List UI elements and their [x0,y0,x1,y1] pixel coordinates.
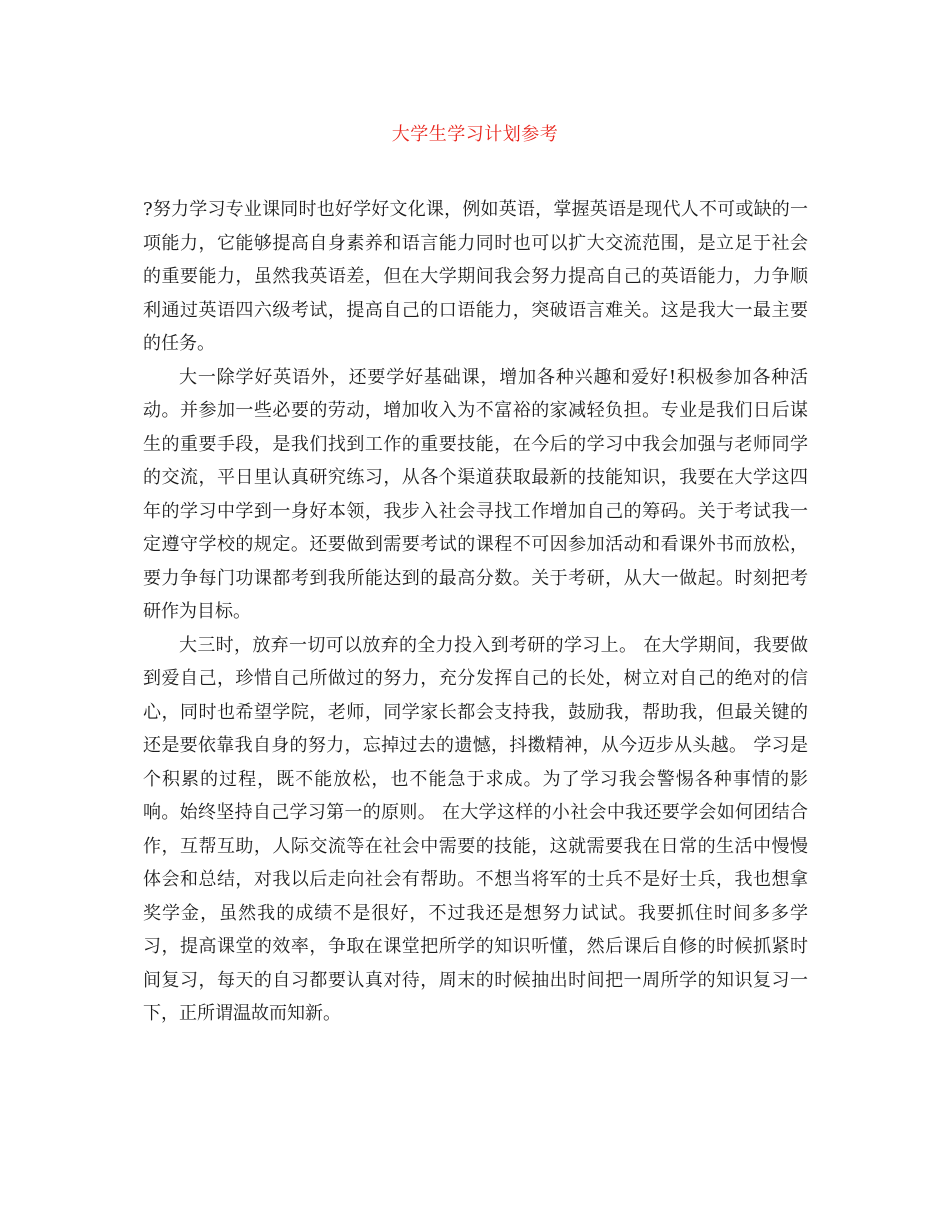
paragraph-2: 大一除学好英语外，还要学好基础课，增加各种兴趣和爱好!积极参加各种活动。并参加一些必要的劳动，增加收入为不富裕的家减轻负担。专业是我们日后谋生的重要手段，是我们找到工作的重要技能，在今后的学习中我会加强与老师同学的交流，平日里认真研究练习，从各个渠道获取最新的技能知识，我要在大学这四年的学习中学到一身好本领，我步入社会寻找工作增加自己的筹码。关于考试我一定遵守学校的规定。还要做到需要考试的课程不可因参加活动和看课外书而放松，要力争每门功课都考到我所能达到的最高分数。关于考研，从大一做起。时刻把考研作为目标。 [143,366,808,622]
paragraph-1: ?努力学习专业课同时也好学好文化课，例如英语，掌握英语是现代人不可或缺的一项能力，它能够提高自身素养和语言能力同时也可以扩大交流范围，是立足于社会的重要能力，虽然我英语差，但在大学期间我会努力提高自己的英语能力，力争顺利通过英语四六级考试，提高自己的口语能力，突破语言难关。这是我大一最主要的任务。 [143,199,808,354]
document-title: 大学生学习计划参考 [391,124,559,145]
document-body [143,193,808,1031]
paragraph-3: 大三时，放弃一切可以放弃的全力投入到考研的学习上。 在大学期间，我要做到爱自己，珍惜自己所做过的努力，充分发挥自己的长处，树立对自己的绝对的信心，同时也希望学院，老师，同学家长都会支持我，鼓励我，帮助我，但最关键的还是要依靠我自身的努力，忘掉过去的遗憾，抖擞精神，从今迈步从头越。 学习是个积累的过程，既不能放松，也不能急于求成。为了学习我会警惕各种事情的影响。始终坚持自己学习第一的原则。 在大学这样的小社会中我还要学会如何团结合作，互帮互助，人际交流等在社会中需要的技能，这就需要我在日常的生活中慢慢体会和总结，对我以后走向社会有帮助。不想当将军的士兵不是好士兵，我也想拿奖学金，虽然我的成绩不是很好，不过我还是想努力试试。我要抓住时间多多学习，提高课堂的效率，争取在课堂把所学的知识听懂，然后课后自修的时候抓紧时间复习，每天的自习都要认真对待，周末的时候抽出时间把一周所学的知识复习一下，正所谓温故而知新。 [143,634,808,1024]
